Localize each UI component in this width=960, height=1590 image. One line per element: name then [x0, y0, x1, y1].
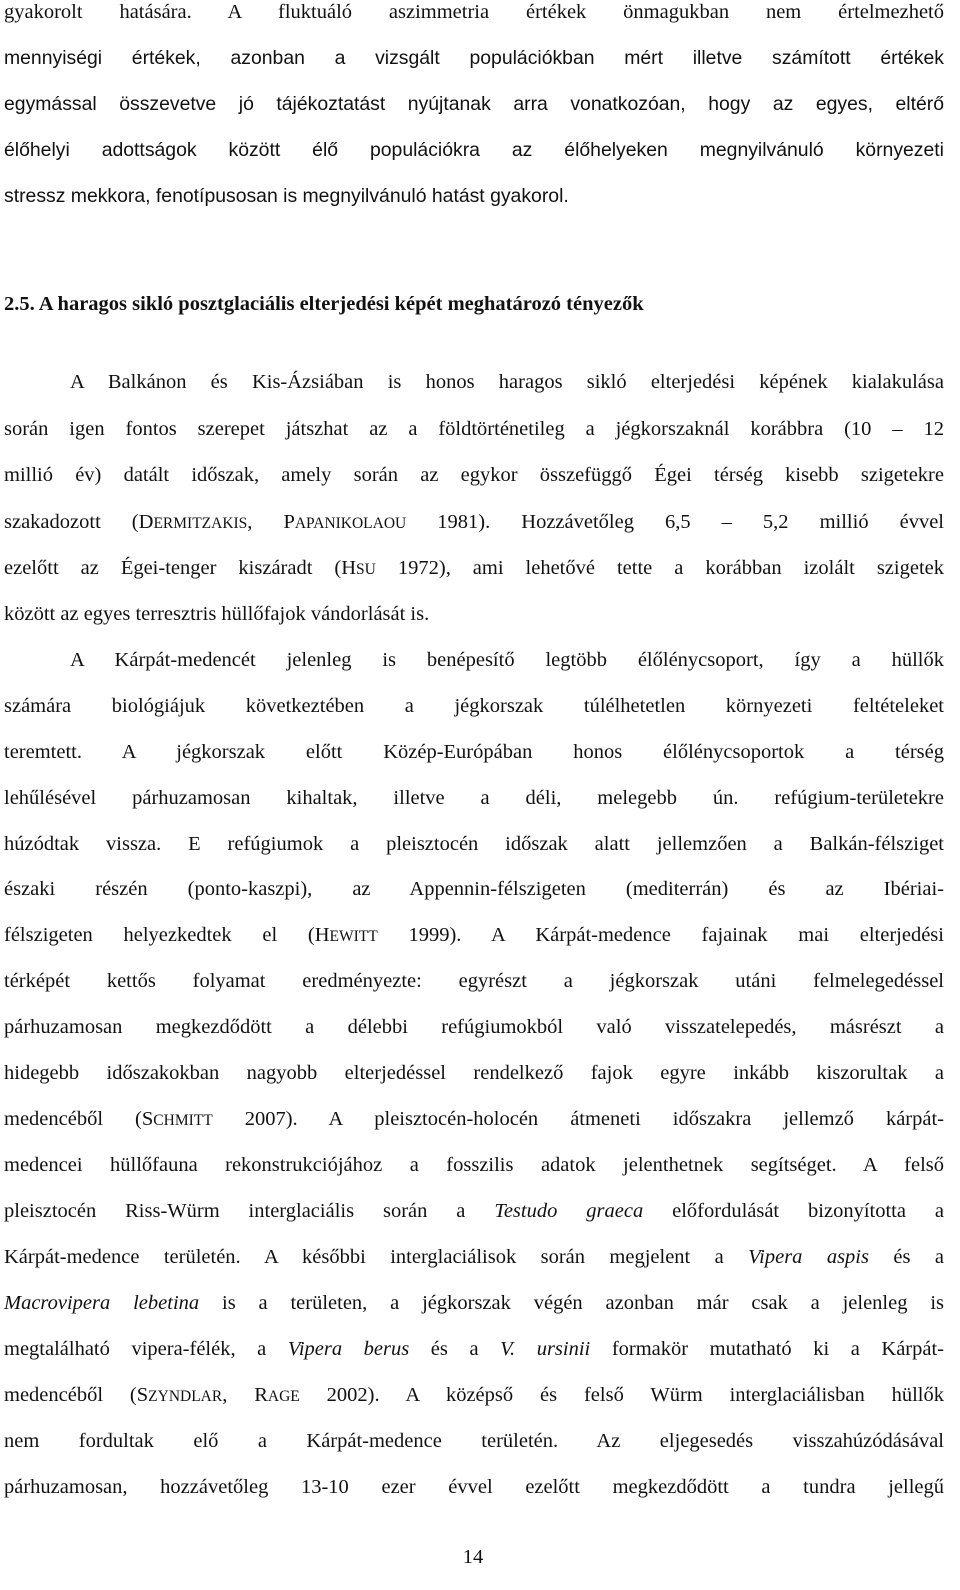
text-segment: medencéből (S — [4, 1384, 149, 1406]
text-line — [4, 46, 944, 70]
text-segment: 2002). A középső és felső Würm interglaciálisban hüllők — [299, 1384, 944, 1406]
text-line — [4, 1199, 944, 1223]
text-line — [4, 1291, 944, 1315]
text-line — [4, 1153, 944, 1177]
text-line — [4, 1429, 944, 1453]
text-line — [4, 184, 944, 208]
text-line — [4, 1337, 944, 1361]
text-segment: során igen fontos szerepet játszhat az a földtörténetileg a jégkorszaknál korábbra (10 – 12 — [4, 418, 944, 440]
text-line — [4, 463, 944, 487]
text-segment: 1999). A Kárpát-medence fajainak mai elterjedési — [377, 924, 944, 946]
text-line — [4, 694, 944, 718]
text-segment: medencei hüllőfauna rekonstrukciójához a fosszilis adatok jelenthetnek segítséget. A felső — [4, 1154, 944, 1176]
author-name: EWITT — [329, 928, 378, 945]
text-segment: térképét kettős folyamat eredményezte: egyrészt a jégkorszak utáni felmelegedéssel — [4, 970, 944, 992]
text-segment: előfordulását bizonyította a — [643, 1200, 944, 1222]
text-line — [4, 138, 944, 162]
text-segment: medencéből (S — [4, 1108, 154, 1130]
text-line — [4, 0, 944, 24]
text-segment: mennyiségi értékek, azonban a vizsgált populációkban mért illetve számított értékek — [4, 47, 944, 69]
species-name: Vipera aspis — [748, 1246, 869, 1268]
text-segment: teremtett. A jégkorszak előtt Közép-Európában honos élőlénycsoportok a térség — [4, 741, 944, 763]
text-segment: megtalálható vipera-félék, a — [4, 1338, 288, 1360]
text-segment: is a területen, a jégkorszak végén azonban már csak a jelenleg is — [199, 1292, 944, 1314]
species-name: Vipera berus — [287, 1338, 410, 1360]
author-name: CHMITT — [153, 1112, 213, 1129]
author-name: SU — [356, 561, 376, 578]
text-line — [4, 740, 944, 764]
text-segment: formakör mutatható ki a Kárpát- — [590, 1338, 944, 1360]
author-name: ZYNDLAR — [148, 1388, 223, 1405]
text-line — [4, 602, 944, 626]
text-segment: egymással összevetve jó tájékoztatást nyújtanak arra vonatkozóan, hogy az egyes, eltérő — [4, 93, 944, 115]
text-segment: számára biológiájuk következtében a jégkorszak túlélhetetlen környezeti feltételeket — [4, 695, 944, 717]
text-segment: lehűlésével párhuzamosan kihaltak, illetve a déli, melegebb ún. refúgium-területekre — [4, 787, 944, 809]
text-segment: 1981). Hozzávetőleg 6,5 – 5,2 millió évvel — [406, 511, 944, 533]
species-name: V. ursinii — [500, 1338, 591, 1360]
text-segment: millió év) datált időszak, amely során az egykor összefüggő Égei térség kisebb szigetekre — [4, 464, 944, 486]
text-line — [4, 786, 944, 810]
text-segment: pleisztocén Riss-Würm interglaciális során a — [4, 1200, 495, 1222]
text-segment: nem fordultak elő a Kárpát-medence területén. Az eljegesedés visszahúzódásával — [4, 1430, 944, 1452]
text-segment: 2007). A pleisztocén-holocén átmeneti időszakra jellemző kárpát- — [212, 1108, 944, 1130]
text-segment: , P — [247, 511, 295, 533]
text-line — [4, 556, 944, 580]
text-line — [4, 417, 944, 441]
text-segment: félszigeten helyezkedtek el (H — [4, 924, 330, 946]
text-segment: élőhelyi adottságok között élő populációkra az élőhelyeken megnyilvánuló környezeti — [4, 139, 944, 161]
text-line — [4, 1475, 944, 1499]
text-segment: és a — [409, 1338, 501, 1360]
text-segment: gyakorolt hatására. A fluktuáló aszimmetria értékek önmagukban nem értelmezhető — [4, 1, 944, 23]
text-line — [4, 1107, 944, 1131]
text-line — [4, 1015, 944, 1039]
text-segment: párhuzamosan, hozzávetőleg 13-10 ezer évvel ezelőtt megkezdődött a tundra jellegű — [4, 1476, 944, 1498]
author-name: ERMITZAKIS — [153, 515, 248, 532]
text-segment: között az egyes terresztris hüllőfajok vándorlását is. — [4, 603, 430, 625]
text-line — [4, 877, 944, 901]
text-line — [4, 923, 944, 947]
text-line — [4, 1245, 944, 1269]
author-name: AGE — [267, 1388, 300, 1405]
text-segment: párhuzamosan megkezdődött a délebbi refúgiumokból való visszatelepedés, másrészt a — [4, 1016, 944, 1038]
text-segment: és a — [868, 1246, 944, 1268]
species-name: Macrovipera lebetina — [4, 1292, 200, 1314]
species-name: Testudo graeca — [494, 1200, 644, 1222]
text-line — [4, 1061, 944, 1085]
text-segment: ezelőtt az Égei-tenger kiszáradt (H — [4, 557, 357, 579]
section-heading: 2.5. A haragos sikló posztglaciális elterjedési képét meghatározó tényezők — [4, 293, 644, 315]
author-name: APANIKOLAOU — [294, 515, 407, 532]
text-line — [70, 370, 944, 394]
text-segment: A Kárpát-medencét jelenleg is benépesítő legtöbb élőlénycsoport, így a hüllők — [70, 649, 944, 671]
text-segment: hidegebb időszakokban nagyobb elterjedéssel rendelkező fajok egyre inkább kiszorultak a — [4, 1062, 944, 1084]
text-segment: szakadozott (D — [4, 511, 154, 533]
text-line — [4, 832, 944, 856]
text-segment: északi részén (ponto-kaszpi), az Appennin-félszigeten (mediterrán) és az Ibériai- — [4, 878, 944, 900]
text-segment: A Balkánon és Kis-Ázsiában is honos haragos sikló elterjedési képének kialakulása — [70, 371, 944, 393]
text-line — [4, 1383, 944, 1407]
text-line — [4, 92, 944, 116]
text-segment: húzódtak vissza. E refúgiumok a pleisztocén időszak alatt jellemzően a Balkán-félsziget — [4, 833, 944, 855]
text-line — [70, 648, 944, 672]
text-segment: 1972), ami lehetővé tette a korábban izolált szigetek — [375, 557, 944, 579]
text-segment: stressz mekkora, fenotípusosan is megnyilvánuló hatást gyakorol. — [4, 185, 569, 207]
page-number: 14 — [462, 1546, 484, 1568]
text-segment: , R — [222, 1384, 268, 1406]
text-line — [4, 510, 944, 534]
text-segment: Kárpát-medence területén. A későbbi interglaciálisok során megjelent a — [4, 1246, 749, 1268]
text-line — [4, 969, 944, 993]
